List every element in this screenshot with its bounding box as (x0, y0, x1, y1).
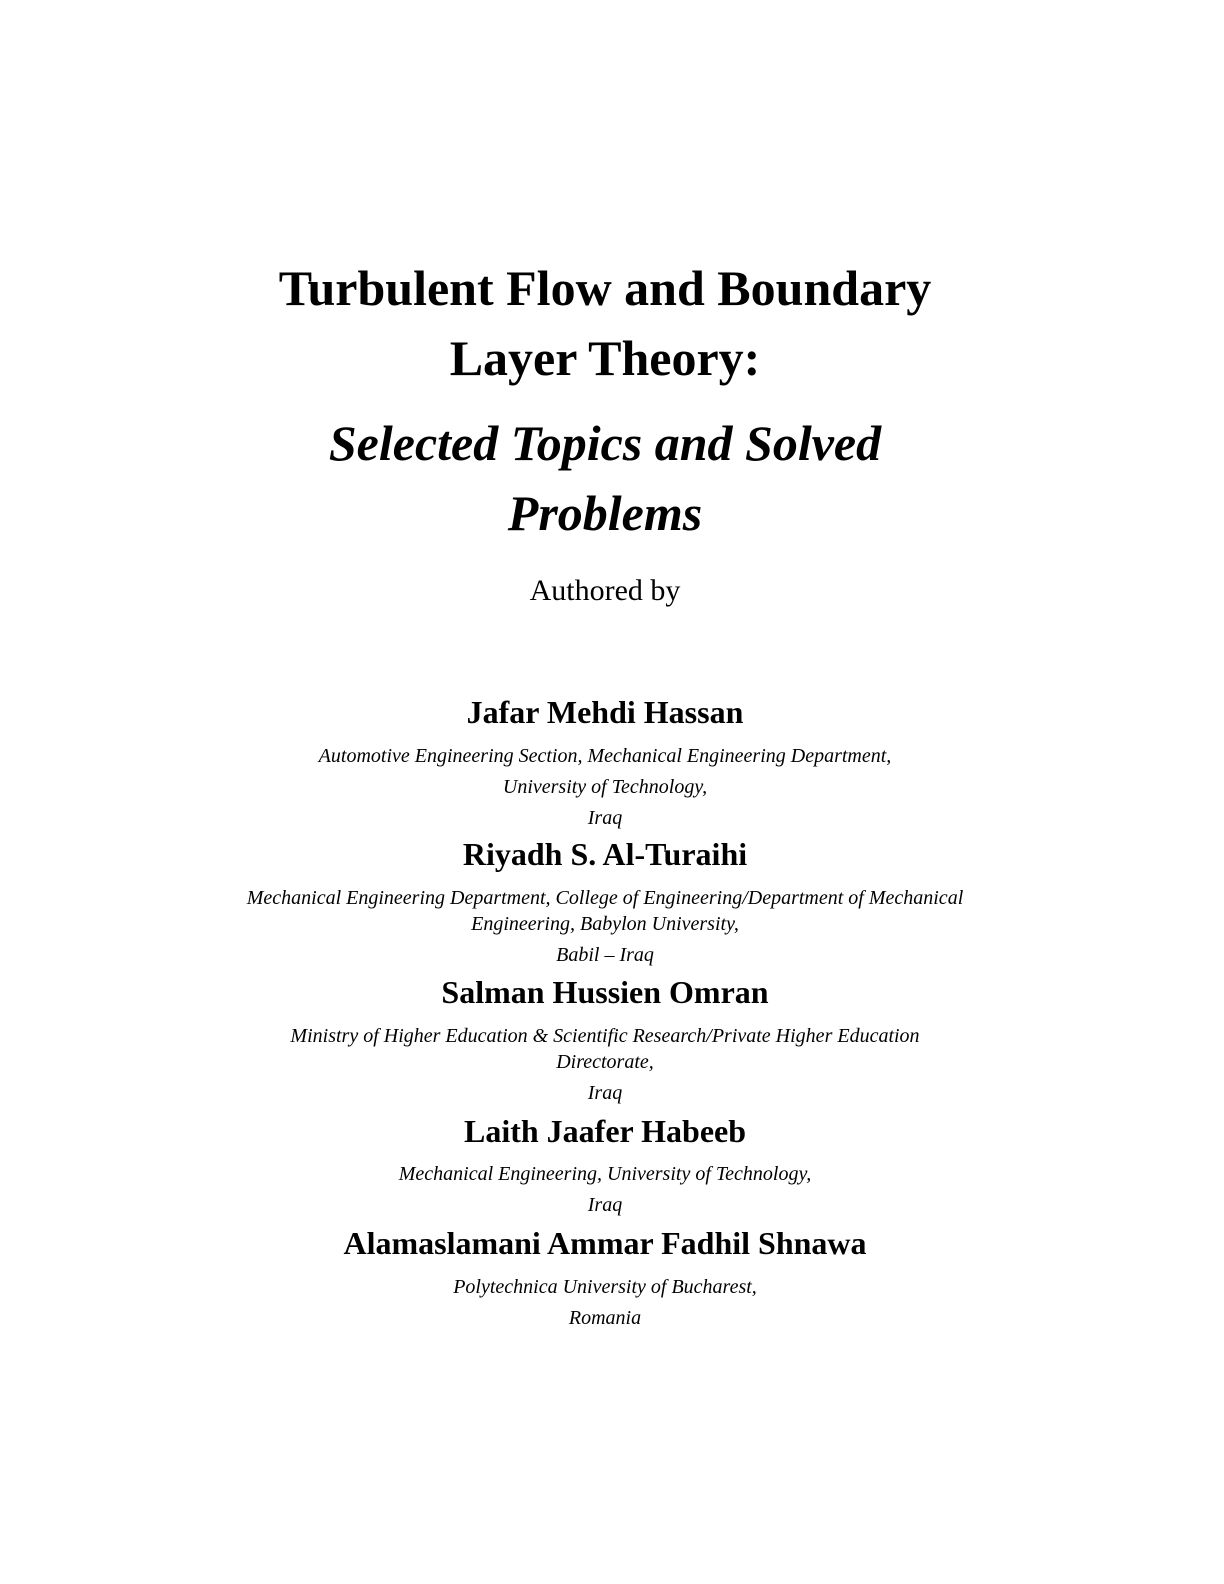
book-title-line-2: Layer Theory: (449, 330, 761, 386)
author-name: Salman Hussien Omran (441, 974, 769, 1010)
author-name: Riyadh S. Al-Turaihi (462, 836, 748, 872)
author-name: Alamaslamani Ammar Fadhil Shnawa (343, 1225, 867, 1261)
author-affiliation-line: Engineering, Babylon University, (471, 913, 739, 935)
author-affiliation-line: University of Technology, (502, 776, 708, 798)
author-affiliation-line: Mechanical Engineering Department, College of Engineering/Department of Mechanical (246, 887, 964, 909)
author-affiliation-line: Ministry of Higher Education & Scientific Research/Private Higher Education (290, 1025, 920, 1047)
author-affiliation-line: Iraq (587, 807, 623, 829)
author-affiliation-line: Romania (568, 1307, 642, 1329)
author-affiliation-line: Babil – Iraq (556, 944, 654, 966)
authored-by-label: Authored by (529, 574, 681, 607)
author-affiliation-line: Iraq (587, 1194, 623, 1216)
book-subtitle-line-1: Selected Topics and Solved (328, 415, 882, 471)
author-name: Jafar Mehdi Hassan (466, 694, 744, 730)
author-affiliation-line: Directorate, (556, 1051, 654, 1073)
author-affiliation-line: Mechanical Engineering, University of Technology, (398, 1163, 812, 1185)
book-title-line-1: Turbulent Flow and Boundary (278, 260, 932, 316)
author-affiliation-line: Iraq (587, 1082, 623, 1104)
book-subtitle-line-2: Problems (507, 485, 703, 541)
author-affiliation-line: Automotive Engineering Section, Mechanical Engineering Department, (318, 745, 892, 767)
author-affiliation-line: Polytechnica University of Bucharest, (453, 1276, 757, 1298)
author-name: Laith Jaafer Habeeb (463, 1113, 747, 1149)
